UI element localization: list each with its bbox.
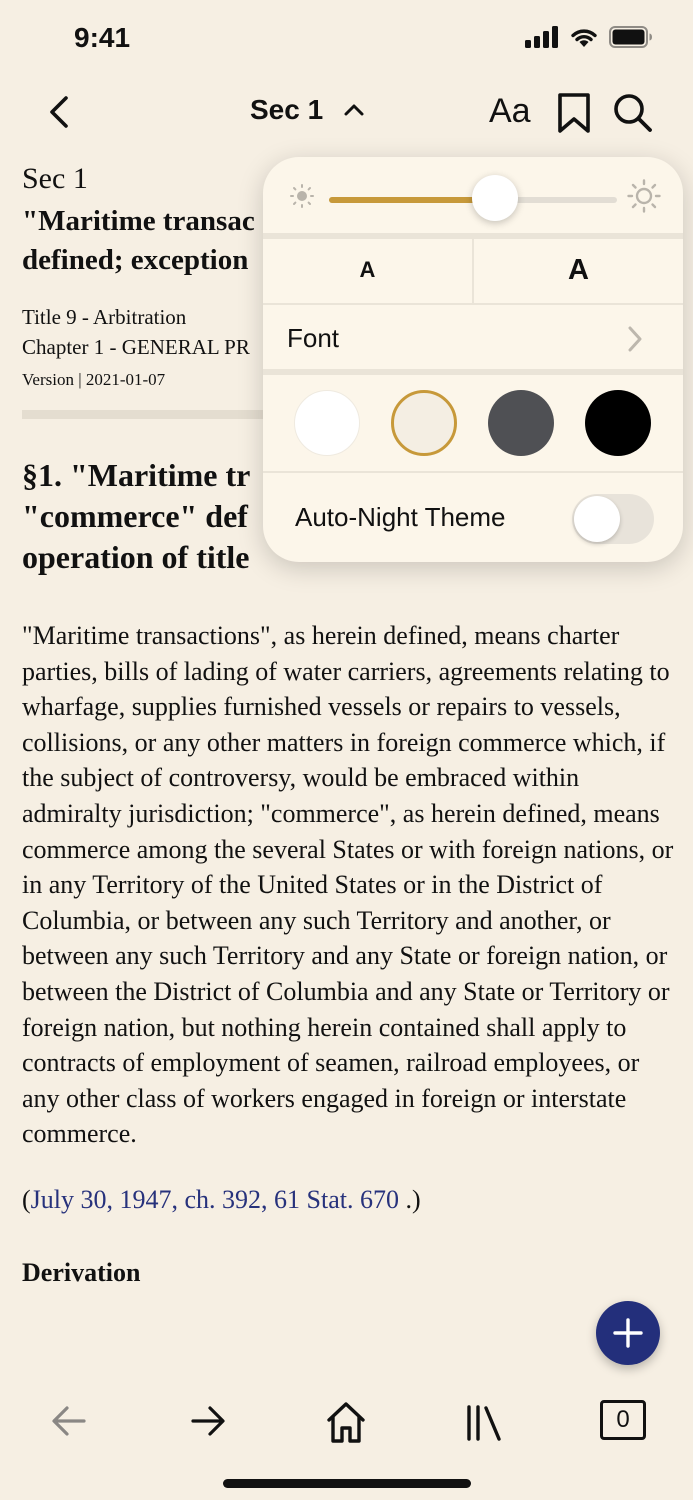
font-label: Font: [287, 322, 340, 353]
chapter-line: Chapter 1 - GENERAL PR: [22, 335, 250, 359]
version-line: Version | 2021-01-07: [22, 370, 166, 389]
divider: [22, 410, 272, 419]
document-title-line: defined; exception: [22, 244, 249, 276]
section-label: Sec 1: [22, 162, 88, 195]
citation-close: .): [399, 1184, 421, 1214]
brightness-slider-thumb[interactable]: [472, 175, 518, 221]
chevron-right-icon: [627, 325, 643, 353]
font-size-row: [263, 237, 683, 303]
title-line: Title 9 - Arbitration: [22, 305, 187, 329]
plus-icon: [612, 1317, 644, 1349]
theme-gray-button[interactable]: [488, 390, 554, 456]
home-icon[interactable]: [326, 1399, 366, 1445]
status-icons: [525, 26, 653, 48]
cellular-signal-icon: [525, 26, 559, 48]
auto-night-theme-label: Auto-Night Theme: [295, 502, 506, 532]
library-icon[interactable]: [464, 1399, 504, 1445]
section-heading-line: operation of title: [22, 539, 250, 575]
home-indicator: [223, 1479, 471, 1488]
theme-picker-row: [263, 375, 683, 471]
section-title-menu[interactable]: [250, 94, 365, 126]
back-arrow-icon[interactable]: [50, 1399, 88, 1443]
status-time: 9:41: [74, 22, 131, 53]
brightness-slider-fill: [329, 197, 495, 203]
tabs-button[interactable]: 0: [600, 1400, 646, 1440]
brightness-high-icon: [627, 179, 661, 213]
brightness-low-icon: [289, 183, 315, 209]
toggle-knob: [574, 496, 620, 542]
bookmark-icon[interactable]: [556, 92, 592, 134]
section-heading-line: §1. "Maritime tr: [22, 457, 251, 493]
auto-night-theme-toggle[interactable]: [572, 494, 654, 544]
citation-link[interactable]: July 30, 1947, ch. 392, 61 Stat. 670: [30, 1184, 400, 1214]
chevron-up-icon: [343, 103, 365, 117]
citation-open: (: [22, 1184, 31, 1214]
font-settings-button[interactable]: Aa: [489, 92, 531, 130]
citation: [22, 1182, 672, 1218]
font-picker-row[interactable]: [263, 305, 683, 371]
document-title-line: "Maritime transac: [22, 205, 255, 237]
battery-icon: [609, 26, 653, 48]
theme-black-button[interactable]: [585, 390, 651, 456]
theme-white-button[interactable]: [294, 390, 360, 456]
section-heading-line: "commerce" def: [22, 498, 248, 534]
brightness-row: [263, 157, 683, 237]
nav-bar: [0, 80, 693, 144]
section-body-text: "Maritime transactions", as herein defined, means charter parties, bills of lading of water carriers, agreements relating to wharfage, supplies furnished vessels or repairs to vessels, collisions, or any other matters in foreign commerce which, if the subject of controversy, would be embraced within admiralty jurisdiction; "commerce", as herein defined, means commerce among the several States or with foreign nations, or in any Territory of the United States or in the District of Columbia, or between any such Territory and another, or between any such Territory and any State or foreign nation, or between the District of Columbia and any State or Territory or foreign nation, but nothing herein contained shall apply to contracts of employment of seamen, railroad employees, or any other class of workers engaged in foreign or interstate commerce.: [22, 621, 674, 1149]
theme-sepia-button[interactable]: [391, 390, 457, 456]
bottom-toolbar: [0, 1395, 693, 1451]
derivation-heading: Derivation: [22, 1257, 141, 1287]
display-settings-popover: [263, 157, 683, 562]
add-button[interactable]: [596, 1301, 660, 1365]
auto-night-theme-row: [263, 473, 683, 562]
forward-arrow-icon[interactable]: [189, 1399, 227, 1443]
search-icon[interactable]: [612, 92, 654, 134]
decrease-font-size-button[interactable]: A: [263, 237, 474, 303]
wifi-icon: [569, 26, 599, 48]
increase-font-size-button[interactable]: A: [568, 253, 589, 286]
back-chevron-icon[interactable]: [40, 90, 80, 134]
nav-title: Sec 1: [250, 94, 324, 125]
